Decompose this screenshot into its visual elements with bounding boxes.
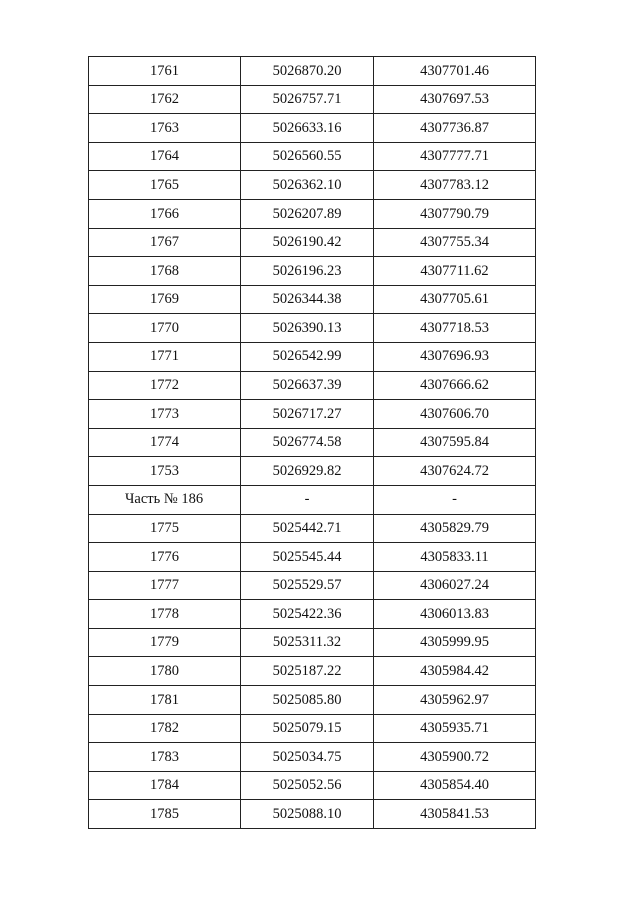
y-coordinate-cell: 4307606.70	[374, 400, 536, 429]
x-coordinate-cell: 5026542.99	[241, 342, 374, 371]
x-coordinate-cell: 5025529.57	[241, 571, 374, 600]
table-row	[89, 657, 536, 686]
point-number-cell: 1772	[89, 371, 241, 400]
coordinates-table	[88, 56, 536, 829]
y-coordinate-cell: 4307783.12	[374, 171, 536, 200]
y-coordinate-cell: 4307595.84	[374, 428, 536, 457]
y-coordinate-cell: 4307666.62	[374, 371, 536, 400]
table-row	[89, 714, 536, 743]
point-number-cell: 1776	[89, 543, 241, 572]
y-coordinate-cell: 4307701.46	[374, 57, 536, 86]
x-coordinate-cell: 5025545.44	[241, 543, 374, 572]
y-coordinate-cell: 4307696.93	[374, 342, 536, 371]
point-number-cell: 1777	[89, 571, 241, 600]
point-number-cell: 1764	[89, 142, 241, 171]
table-row	[89, 400, 536, 429]
y-coordinate-cell: 4307736.87	[374, 114, 536, 143]
coordinates-table-body	[89, 57, 536, 829]
part-label-cell: Часть № 186	[89, 485, 241, 514]
x-coordinate-cell: 5025311.32	[241, 628, 374, 657]
point-number-cell: 1778	[89, 600, 241, 629]
x-coordinate-cell: 5026390.13	[241, 314, 374, 343]
table-row	[89, 342, 536, 371]
table-row	[89, 771, 536, 800]
table-row	[89, 628, 536, 657]
point-number-cell: 1782	[89, 714, 241, 743]
x-coordinate-cell: 5026870.20	[241, 57, 374, 86]
table-row	[89, 743, 536, 772]
table-row	[89, 686, 536, 715]
table-row	[89, 514, 536, 543]
table-row	[89, 228, 536, 257]
point-number-cell: 1771	[89, 342, 241, 371]
point-number-cell: 1767	[89, 228, 241, 257]
x-coordinate-cell: 5026717.27	[241, 400, 374, 429]
table-row	[89, 57, 536, 86]
x-coordinate-cell: 5026362.10	[241, 171, 374, 200]
x-coordinate-cell: 5026207.89	[241, 199, 374, 228]
y-coordinate-cell: 4306027.24	[374, 571, 536, 600]
x-coordinate-cell: 5026633.16	[241, 114, 374, 143]
point-number-cell: 1784	[89, 771, 241, 800]
point-number-cell: 1785	[89, 800, 241, 829]
y-coordinate-cell: 4307777.71	[374, 142, 536, 171]
table-row	[89, 85, 536, 114]
x-coordinate-cell: 5026774.58	[241, 428, 374, 457]
y-coordinate-cell: 4305829.79	[374, 514, 536, 543]
y-coordinate-cell: 4306013.83	[374, 600, 536, 629]
table-row	[89, 371, 536, 400]
point-number-cell: 1766	[89, 199, 241, 228]
point-number-cell: 1775	[89, 514, 241, 543]
x-coordinate-cell: 5025085.80	[241, 686, 374, 715]
table-row	[89, 600, 536, 629]
table-row	[89, 314, 536, 343]
x-coordinate-cell: 5026190.42	[241, 228, 374, 257]
y-coordinate-cell: 4305984.42	[374, 657, 536, 686]
y-coordinate-cell: 4305935.71	[374, 714, 536, 743]
point-number-cell: 1774	[89, 428, 241, 457]
table-row	[89, 285, 536, 314]
x-coordinate-cell: 5025187.22	[241, 657, 374, 686]
x-coordinate-cell: 5026560.55	[241, 142, 374, 171]
point-number-cell: 1763	[89, 114, 241, 143]
y-coordinate-cell: 4307755.34	[374, 228, 536, 257]
point-number-cell: 1769	[89, 285, 241, 314]
point-number-cell: 1781	[89, 686, 241, 715]
table-row	[89, 257, 536, 286]
table-row	[89, 800, 536, 829]
table-row	[89, 457, 536, 486]
x-coordinate-cell: 5026929.82	[241, 457, 374, 486]
x-coordinate-cell: 5026196.23	[241, 257, 374, 286]
table-row	[89, 199, 536, 228]
point-number-cell: 1783	[89, 743, 241, 772]
point-number-cell: 1773	[89, 400, 241, 429]
point-number-cell: 1780	[89, 657, 241, 686]
x-coordinate-cell: 5025088.10	[241, 800, 374, 829]
point-number-cell: 1765	[89, 171, 241, 200]
y-coordinate-cell: 4305841.53	[374, 800, 536, 829]
y-coordinate-cell: 4305833.11	[374, 543, 536, 572]
y-coordinate-cell: 4307624.72	[374, 457, 536, 486]
point-number-cell: 1770	[89, 314, 241, 343]
y-coordinate-cell: 4305962.97	[374, 686, 536, 715]
y-coordinate-cell: 4307705.61	[374, 285, 536, 314]
x-coordinate-cell: 5025422.36	[241, 600, 374, 629]
y-coordinate-cell: 4305999.95	[374, 628, 536, 657]
x-coordinate-cell: -	[241, 485, 374, 514]
x-coordinate-cell: 5025079.15	[241, 714, 374, 743]
point-number-cell: 1779	[89, 628, 241, 657]
y-coordinate-cell: -	[374, 485, 536, 514]
point-number-cell: 1761	[89, 57, 241, 86]
table-row	[89, 571, 536, 600]
x-coordinate-cell: 5026757.71	[241, 85, 374, 114]
x-coordinate-cell: 5026637.39	[241, 371, 374, 400]
table-row	[89, 543, 536, 572]
table-row	[89, 142, 536, 171]
table-row	[89, 428, 536, 457]
y-coordinate-cell: 4307697.53	[374, 85, 536, 114]
point-number-cell: 1768	[89, 257, 241, 286]
x-coordinate-cell: 5026344.38	[241, 285, 374, 314]
point-number-cell: 1762	[89, 85, 241, 114]
table-row	[89, 171, 536, 200]
y-coordinate-cell: 4307790.79	[374, 199, 536, 228]
y-coordinate-cell: 4307718.53	[374, 314, 536, 343]
x-coordinate-cell: 5025442.71	[241, 514, 374, 543]
y-coordinate-cell: 4305900.72	[374, 743, 536, 772]
y-coordinate-cell: 4305854.40	[374, 771, 536, 800]
y-coordinate-cell: 4307711.62	[374, 257, 536, 286]
table-row	[89, 485, 536, 514]
x-coordinate-cell: 5025052.56	[241, 771, 374, 800]
x-coordinate-cell: 5025034.75	[241, 743, 374, 772]
point-number-cell: 1753	[89, 457, 241, 486]
table-row	[89, 114, 536, 143]
